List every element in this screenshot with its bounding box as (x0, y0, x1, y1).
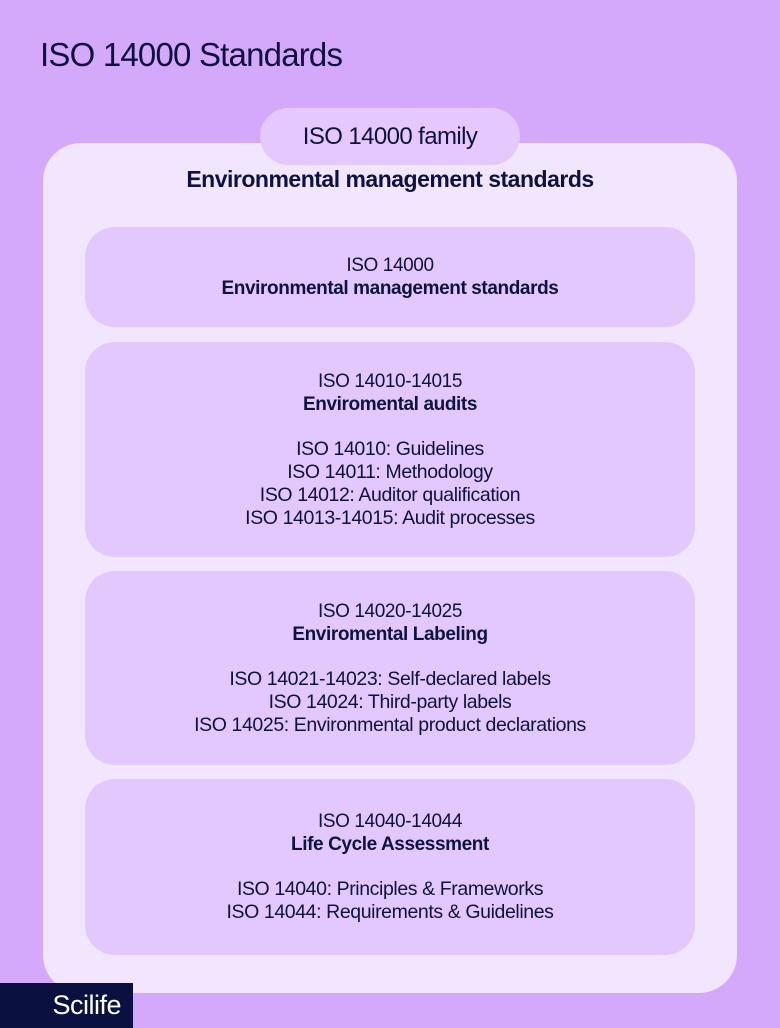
section-code: ISO 14010-14015 (317, 370, 462, 392)
section-name: Life Cycle Assessment (291, 834, 489, 855)
section-name: Environmental management standards (221, 278, 559, 299)
list-item: ISO 14040: Principles & Frameworks (236, 878, 544, 900)
section-lca (85, 779, 695, 955)
list-item: ISO 14024: Third-party labels (268, 690, 512, 713)
section-iso-14000 (85, 227, 695, 327)
list-item: ISO 14012: Auditor qualification (259, 483, 521, 506)
section-labeling (85, 571, 695, 765)
scilife-logo: Scilife (0, 983, 133, 1028)
family-pill: ISO 14000 family (260, 108, 520, 165)
list-item: ISO 14011: Methodology (287, 460, 493, 483)
section-name: Enviromental audits (303, 393, 477, 415)
section-audits (85, 342, 695, 557)
section-name: Enviromental Labeling (292, 623, 488, 645)
list-item: ISO 14013-14015: Audit processes (245, 506, 535, 529)
list-item: ISO 14044: Requirements & Guidelines (226, 901, 554, 923)
section-code: ISO 14020-14025 (317, 600, 462, 622)
list-item: ISO 14010: Guidelines (296, 437, 484, 460)
section-code: ISO 14040-14044 (317, 811, 462, 832)
page-title: ISO 14000 Standards (40, 36, 343, 73)
list-item: ISO 14021-14023: Self-declared labels (229, 667, 551, 690)
section-code: ISO 14000 (346, 255, 434, 276)
list-item: ISO 14025: Environmental product declarations (194, 713, 586, 736)
family-heading: Environmental management standards (186, 166, 594, 192)
